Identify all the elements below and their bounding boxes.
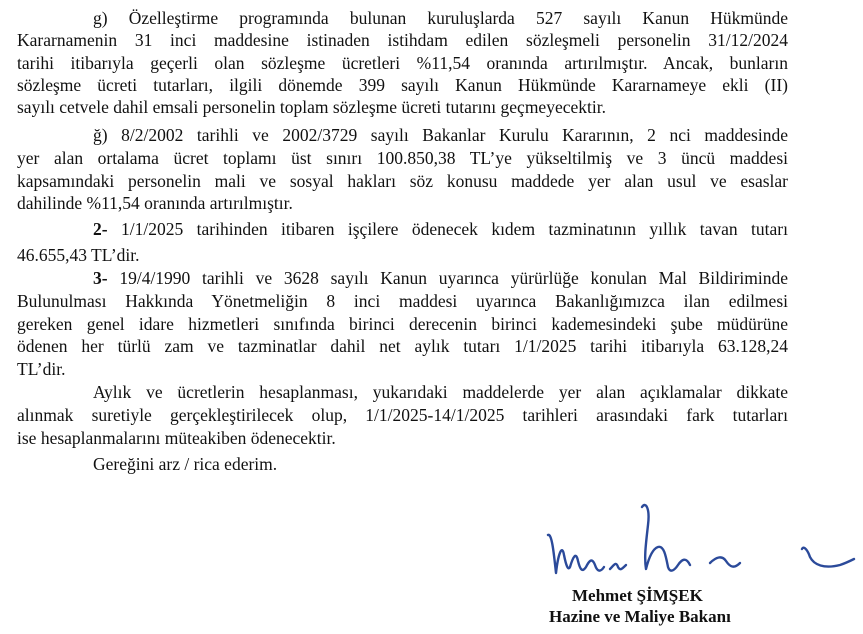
paragraph-gh-line-4: dahilinde %11,54 oranında artırılmıştır. <box>17 193 293 213</box>
paragraph-3-line-4: ödenen her türlü zam ve tazminatlar dahil net aylık tutarı 1/1/2025 tarihi itibarıyla 63.128,24 <box>17 336 788 356</box>
paragraph-2-line-1 <box>93 218 788 240</box>
paragraph-gh-line-2: yer alan ortalama ücret toplamı üst sınırı 100.850,38 TL’ye yükseltilmiş ve 3 üncü maddesi <box>17 148 788 168</box>
signature-stroke-3 <box>642 505 690 571</box>
paragraph-g-line-1: g) Özelleştirme programında bulunan kuruluşlarda 527 sayılı Kanun Hükmünde <box>93 8 788 28</box>
paragraph-3-line-1 <box>93 267 788 289</box>
paragraph-g-line-4: sözleşme ücreti tutarları, ilgili dönemde 399 sayılı Kanun Hükmünde Kararnameye ekli (II) <box>17 75 788 95</box>
paragraph-3-line-3: gereken genel idare hizmetleri sınıfında birinci derecenin birinci kademesindeki şube müdürüne <box>17 314 788 334</box>
paragraph-g-line-3: tarihi itibarıyla geçerli olan sözleşme ücretleri %11,54 oranında artırılmıştır. Ancak, bunların <box>17 53 788 73</box>
paragraph-3-line-2: Bulunulması Hakkında Yönetmeliğin 8 inci maddesi uyarınca Bakanlığımızca ilan edilmesi <box>17 291 788 311</box>
paragraph-gh-line-1: ğ) 8/2/2002 tarihli ve 2002/3729 sayılı Bakanlar Kurulu Kararının, 2 nci maddesinde <box>93 125 788 145</box>
signature-stroke-4 <box>710 557 740 566</box>
handwritten-signature <box>540 495 860 590</box>
paragraph-3-line-5: TL’dir. <box>17 359 66 379</box>
closing-line-2: alınmak suretiyle gerçekleştirilecek olup, 1/1/2025-14/1/2025 tarihleri arasındaki fark tutarları <box>17 405 788 425</box>
request-line: Gereğini arz / rica ederim. <box>93 454 278 474</box>
signatory-name: Mehmet ŞİMŞEK <box>572 586 703 605</box>
paragraph-3-number: 3- <box>93 268 108 288</box>
closing-line-3: ise hesaplanmalarını müteakiben ödenecektir. <box>17 428 336 448</box>
paragraph-3-line-1-text: 19/4/1990 tarihli ve 3628 sayılı Kanun uyarınca yürürlüğe konulan Mal Bildiriminde <box>107 268 788 288</box>
paragraph-2-number: 2- <box>93 219 108 239</box>
paragraph-g-line-5: sayılı cetvele dahil emsali personelin toplam sözleşme ücreti tutarını geçmeyecektir. <box>17 97 606 117</box>
closing-line-1: Aylık ve ücretlerin hesaplanması, yukarıdaki maddelerde yer alan açıklamalar dikkate <box>93 382 788 402</box>
paragraph-g-line-2: Kararnamenin 31 inci maddesine istinaden istihdam edilen sözleşmeli personelin 31/12/2024 <box>17 30 788 50</box>
signature-stroke-2 <box>610 564 626 569</box>
paragraph-2-line-1-text: 1/1/2025 tarihinden itibaren işçilere ödenecek kıdem tazminatının yıllık tavan tutarı <box>107 219 788 239</box>
signature-stroke-5 <box>802 548 854 567</box>
signatory-title: Hazine ve Maliye Bakanı <box>549 607 731 626</box>
signature-stroke-1 <box>548 535 604 573</box>
paragraph-2-line-2: 46.655,43 TL’dir. <box>17 245 140 265</box>
paragraph-gh-line-3: kapsamındaki personelin mali ve sosyal hakları söz konusu maddede yer alan usul ve esaslar <box>17 171 788 191</box>
